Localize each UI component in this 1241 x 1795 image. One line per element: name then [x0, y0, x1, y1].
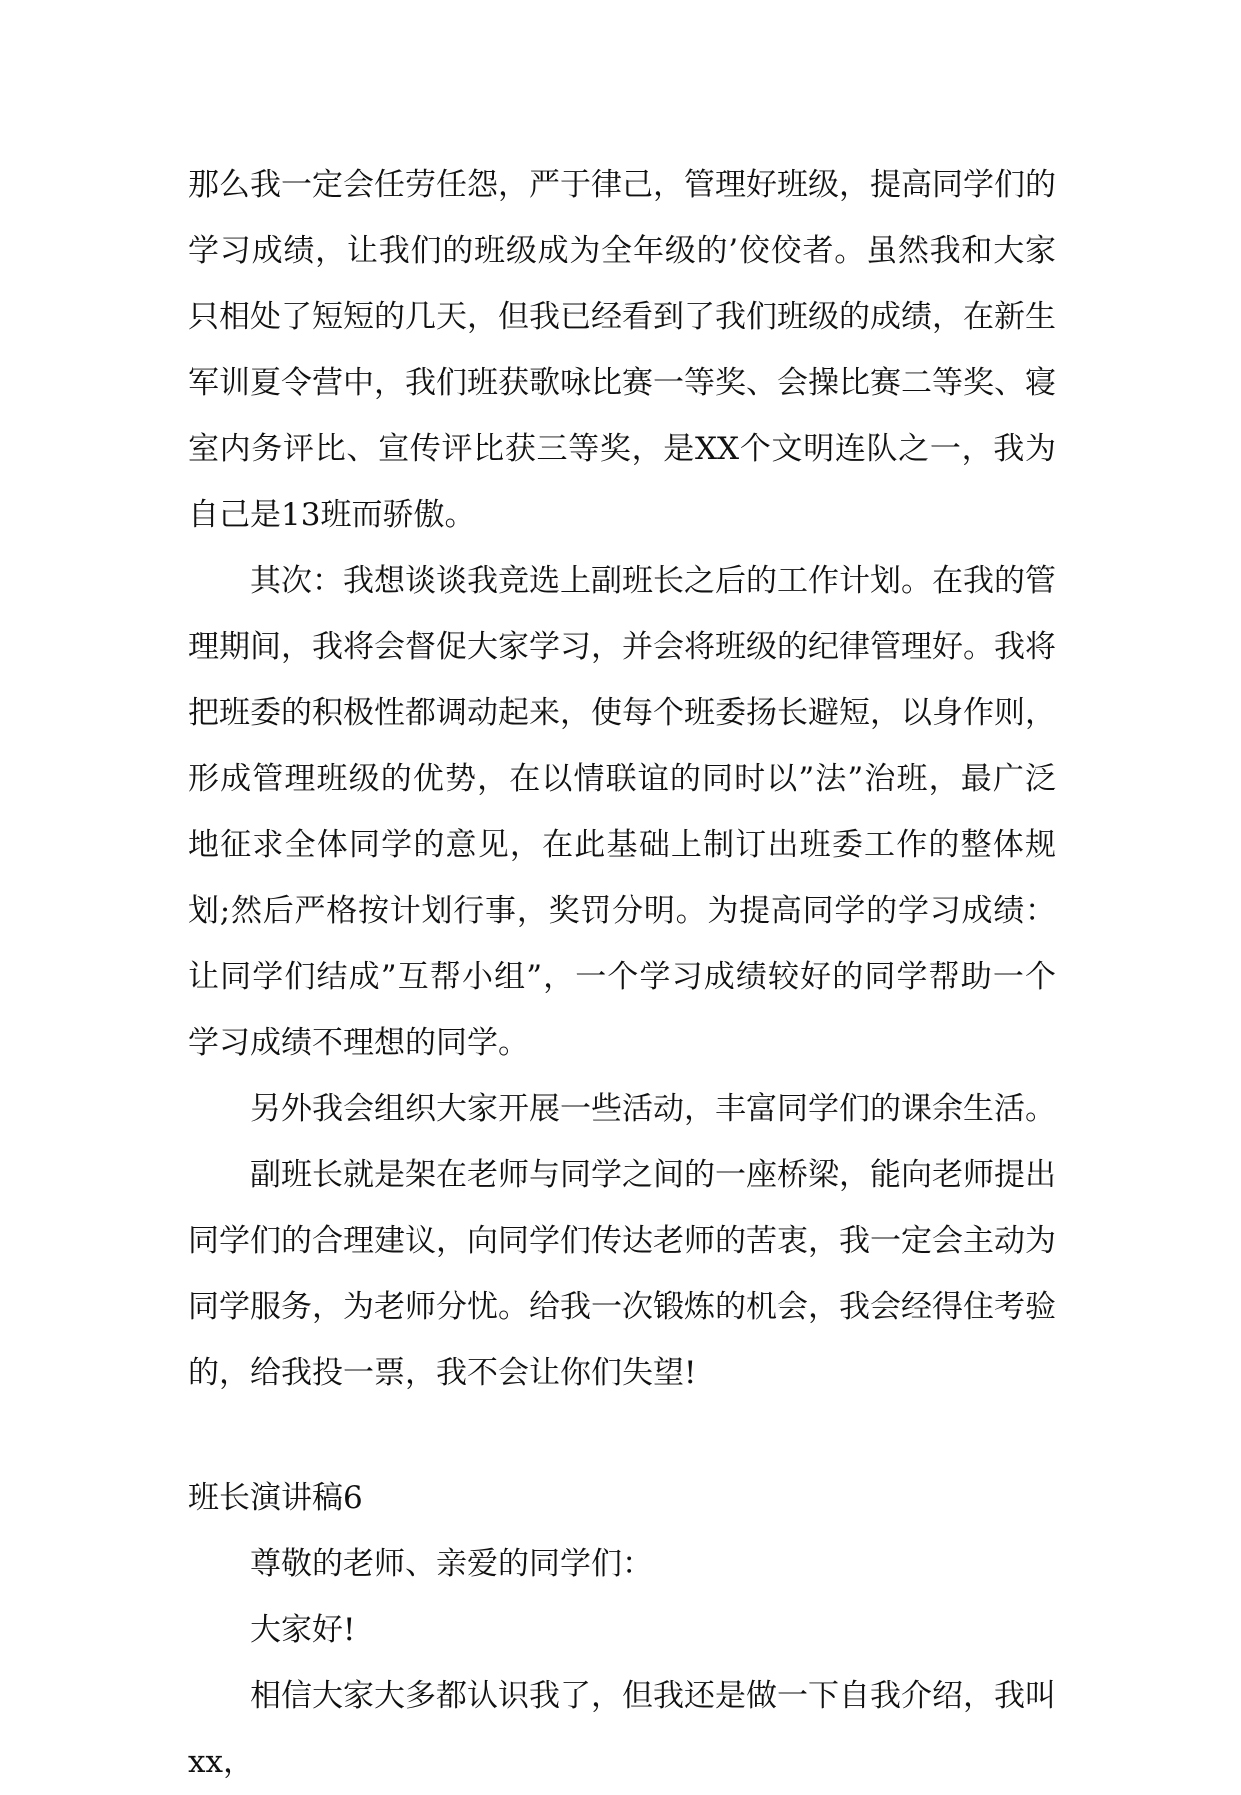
document-body — [188, 152, 1056, 1795]
paragraph-closing: 副班长就是架在老师与同学之间的一座桥梁，能向老师提出同学们的合理建议，向同学们传达老师的苦衷，我一定会主动为同学服务，为老师分忧。给我一次锻炼的机会，我会经得住考验的，给我投一票，我不会让你们失望! — [188, 1157, 1056, 1391]
paragraph-greeting: 大家好! — [250, 1612, 356, 1648]
paragraph-continuation: 那么我一定会任劳任怨，严于律己，管理好班级，提高同学们的学习成绩，让我们的班级成为全年级的’佼佼者。虽然我和大家只相处了短短的几天，但我已经看到了我们班级的成绩，在新生军训夏令营中，我们班获歌咏比赛一等奖、会操比赛二等奖、寝室内务评比、宣传评比获三等奖，是XX个文明连队之一，我为自己是13班而骄傲。 — [188, 167, 1056, 533]
paragraph-activities: 另外我会组织大家开展一些活动，丰富同学们的课余生活。 — [250, 1091, 1056, 1127]
paragraph-introduction: 相信大家大多都认识我了，但我还是做一下自我介绍，我叫xx， — [188, 1678, 1056, 1780]
paragraph-salutation: 尊敬的老师、亲爱的同学们： — [250, 1546, 653, 1582]
section-title: 班长演讲稿6 — [188, 1480, 363, 1516]
paragraph-work-plan: 其次：我想谈谈我竞选上副班长之后的工作计划。在我的管理期间，我将会督促大家学习，并会将班级的纪律管理好。我将把班委的积极性都调动起来，使每个班委扬长避短，以身作则，形成管理班级的优势，在以情联谊的同时以”法”治班，最广泛地征求全体同学的意见，在此基础上制订出班委工作的整体规划;然后严格按计划行事，奖罚分明。为提高同学的学习成绩：让同学们结成”互帮小组”，一个学习成绩较好的同学帮助一个学习成绩不理想的同学。 — [188, 563, 1056, 1061]
